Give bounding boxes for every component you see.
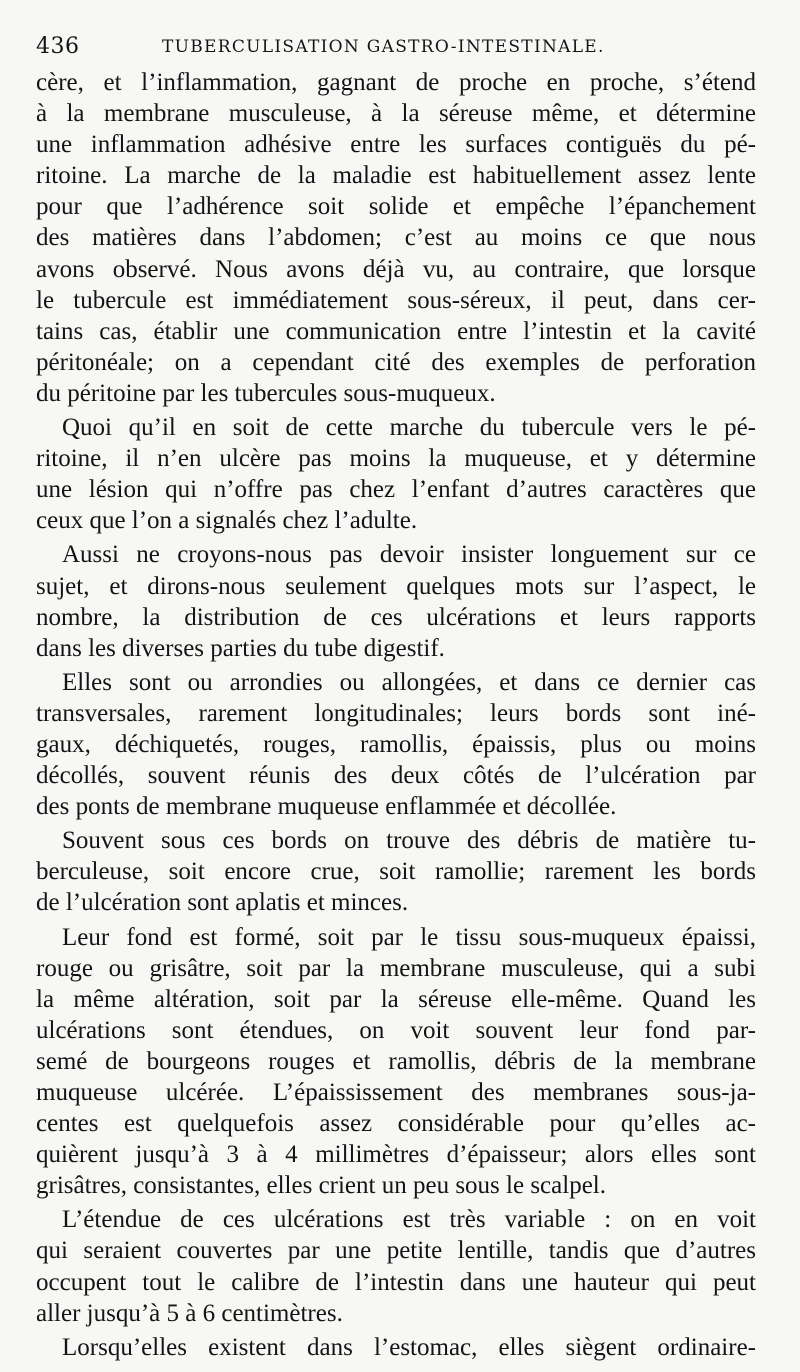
- text-line: muqueuse ulcérée. L’épaississement des membranes sous-ja-: [36, 1079, 756, 1106]
- text-line: des matières dans l’abdomen; c’est au moins ce que nous: [36, 224, 756, 252]
- text-line: transversales, rarement longitudinales; leurs bords sont iné-: [36, 699, 756, 727]
- text-line: avons observé. Nous avons déjà vu, au contraire, que lorsque: [36, 255, 756, 283]
- text-line: ritoine, il n’en ulcère pas moins la muqueuse, et y détermine: [36, 445, 756, 473]
- text-line: tains cas, établir une communication entre l’intestin et la cavité: [36, 317, 756, 345]
- page-number: 436: [36, 34, 80, 59]
- paragraph: [36, 825, 764, 918]
- text-line: gaux, déchiquetés, rouges, ramollis, épaissis, plus ou moins: [36, 730, 756, 758]
- text-line: Quoi qu’il en soit de cette marche du tubercule vers le pé-: [62, 414, 756, 442]
- text-line: une lésion qui n’offre pas chez l’enfant d’autres caractères que: [36, 476, 756, 504]
- text-line: péritonéale; on a cependant cité des exemples de perforation: [36, 348, 756, 376]
- text-line: berculeuse, soit encore crue, soit ramollie; rarement les bords: [36, 858, 756, 886]
- text-line: rouge ou grisâtre, soit par la membrane musculeuse, qui a subi: [36, 954, 756, 982]
- text-line: des ponts de membrane muqueuse enflammée et décollée.: [36, 793, 617, 821]
- paragraph: [36, 922, 764, 1202]
- text-line: nombre, la distribution de ces ulcérations et leurs rapports: [36, 603, 756, 631]
- text-line: pour que l’adhérence soit solide et empêche l’épanchement: [36, 193, 756, 221]
- text-line: décollés, souvent réunis des deux côtés de l’ulcération par: [36, 762, 756, 790]
- paragraph: [36, 67, 764, 409]
- text-line: une inflammation adhésive entre les surfaces contiguës du pé-: [36, 131, 756, 159]
- text-line: centes est quelquefois assez considérable pour qu’elles ac-: [36, 1110, 756, 1138]
- text-line: sujet, et dirons-nous seulement quelques mots sur l’aspect, le: [36, 572, 756, 600]
- text-line: grisâtres, consistantes, elles crient un peu sous le scalpel.: [36, 1172, 606, 1200]
- text-line: Aussi ne croyons-nous pas devoir insister longuement sur ce: [62, 541, 756, 569]
- text-line: de l’ulcération sont aplatis et minces.: [36, 889, 409, 917]
- text-line: dans les diverses parties du tube digestif.: [36, 634, 445, 662]
- page-header: [36, 34, 764, 64]
- text-line: aller jusqu’à 5 à 6 centimètres.: [36, 1299, 343, 1327]
- text-line: semé de bourgeons rouges et ramollis, débris de la membrane: [36, 1047, 756, 1075]
- text-line: la même altération, soit par la séreuse elle-même. Quand les: [36, 985, 756, 1013]
- paragraph: [36, 1332, 764, 1363]
- paragraph: [36, 667, 764, 822]
- text-line: quièrent jusqu’à 3 à 4 millimètres d’épaisseur; alors elles sont: [36, 1141, 756, 1169]
- text-line: Elles sont ou arrondies ou allongées, et dans ce dernier cas: [62, 668, 756, 696]
- text-line: Leur fond est formé, soit par le tissu sous-muqueux épaissi,: [62, 923, 756, 951]
- text-line: ceux que l’on a signalés chez l’adulte.: [36, 507, 418, 535]
- running-head: TUBERCULISATION GASTRO-INTESTINALE.: [162, 37, 605, 57]
- text-line: L’étendue de ces ulcérations est très variable : on en voit: [62, 1206, 756, 1234]
- text-line: le tubercule est immédiatement sous-séreux, il peut, dans cer-: [36, 286, 756, 314]
- paragraph: [36, 539, 764, 663]
- text-line: qui seraient couvertes par une petite lentille, tandis que d’autres: [36, 1237, 756, 1265]
- paragraph: [36, 1204, 764, 1328]
- text-line: ulcérations sont étendues, on voit souvent leur fond par-: [36, 1016, 756, 1044]
- body-text: [36, 67, 764, 1366]
- text-line: ritoine. La marche de la maladie est habituellement assez lente: [36, 162, 756, 190]
- text-line: du péritoine par les tubercules sous-muqueux.: [36, 379, 496, 407]
- text-line: à la membrane musculeuse, à la séreuse même, et détermine: [36, 100, 756, 128]
- text-line: Souvent sous ces bords on trouve des débris de matière tu-: [62, 827, 756, 855]
- paragraph: [36, 412, 764, 536]
- text-line: cère, et l’inflammation, gagnant de proche en proche, s’étend: [36, 69, 756, 96]
- text-line: occupent tout le calibre de l’intestin dans une hauteur qui peut: [36, 1268, 756, 1296]
- text-line: Lorsqu’elles existent dans l’estomac, elles siègent ordinaire-: [62, 1333, 756, 1361]
